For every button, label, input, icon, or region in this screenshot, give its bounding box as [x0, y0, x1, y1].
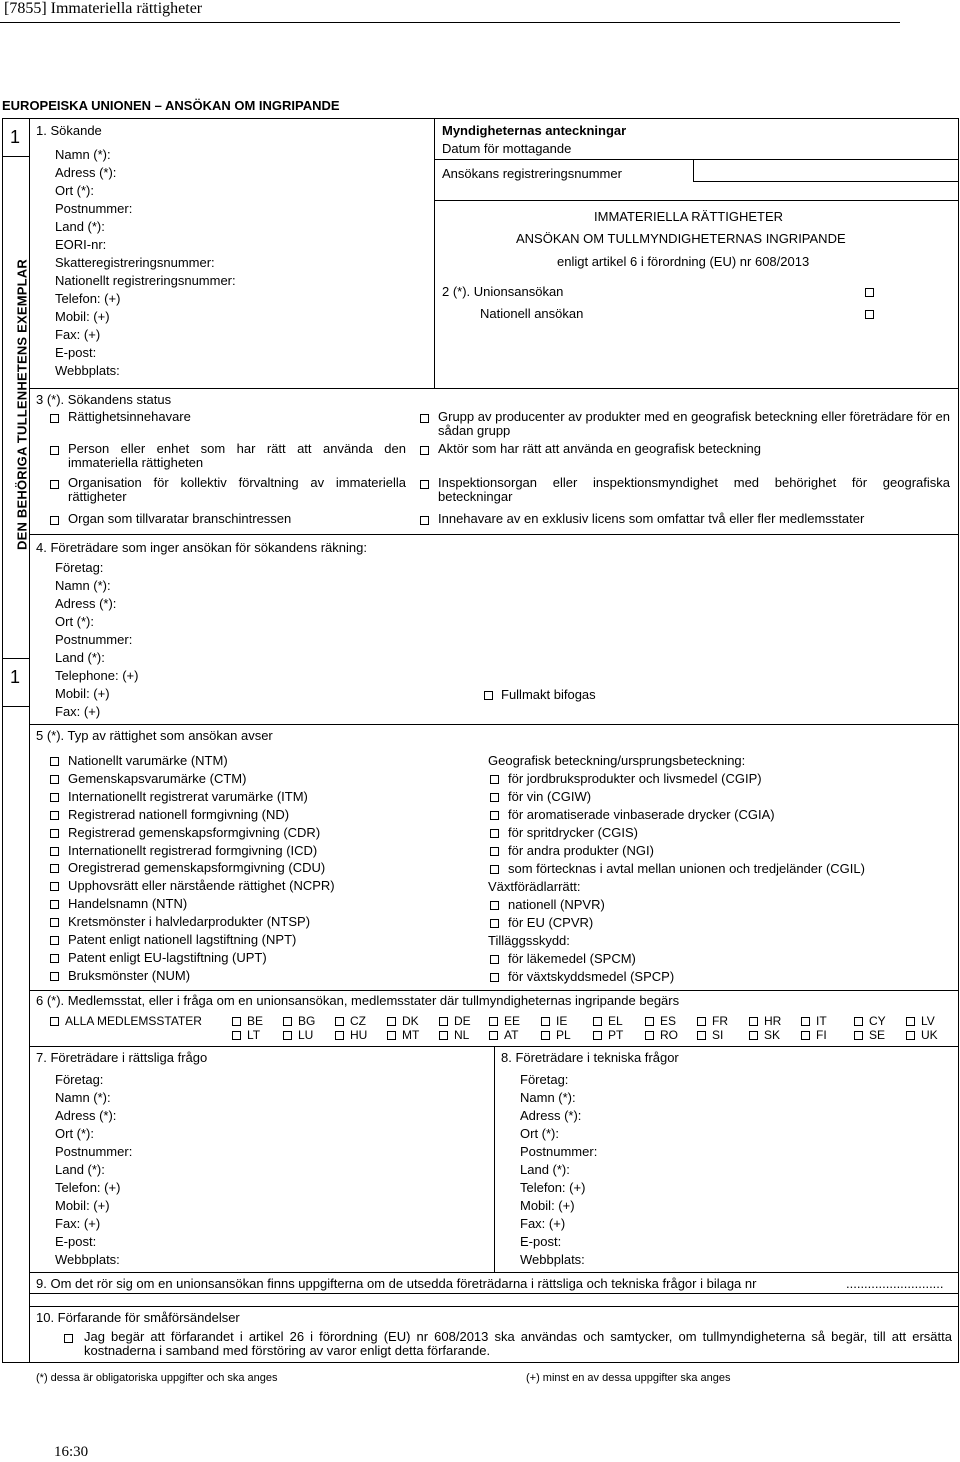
- member-state-checkbox[interactable]: [749, 1031, 758, 1040]
- member-state-option[interactable]: [232, 1014, 263, 1028]
- right-type-label: Upphovsrätt eller närstående rättighet (NCPR): [68, 878, 335, 894]
- right-type-label: Internationellt registrerad formgivning (ICD): [68, 842, 318, 858]
- member-state-code: DK: [402, 1014, 419, 1028]
- spc-label: för läkemedel (SPCM): [508, 951, 636, 966]
- field-label: Telefon: (+): [55, 1180, 121, 1195]
- right-type-label: Gemenskapsvarumärke (CTM): [68, 770, 247, 786]
- status-option-label: Grupp av producenter av produkter med en geografisk beteckning eller företrädare för en sådan grupp: [438, 409, 950, 438]
- member-state-checkbox[interactable]: [906, 1017, 915, 1026]
- reg-number-field[interactable]: [693, 159, 959, 182]
- member-state-checkbox[interactable]: [232, 1017, 241, 1026]
- field-label: Land (*):: [55, 650, 105, 665]
- member-state-checkbox[interactable]: [801, 1017, 810, 1026]
- member-state-checkbox[interactable]: [439, 1031, 448, 1040]
- section7-8-divider: [494, 1046, 495, 1272]
- status-option-label: Organisation för kollektiv förvaltning av immateriella rättigheter: [68, 475, 406, 504]
- applicant-heading: 1. Sökande: [36, 123, 102, 138]
- member-state-option[interactable]: [439, 1014, 471, 1028]
- member-state-option[interactable]: [749, 1014, 781, 1028]
- member-state-code: NL: [454, 1028, 470, 1042]
- plant-checkbox[interactable]: [490, 919, 499, 928]
- member-state-code: BE: [247, 1014, 264, 1028]
- field-label: Fax: (+): [55, 1216, 101, 1231]
- field-label: E-post:: [55, 1234, 97, 1249]
- status-checkbox[interactable]: [50, 414, 59, 423]
- field-label: Webbplats:: [55, 363, 120, 378]
- reg-number-label: Ansökans registreringsnummer: [442, 166, 622, 181]
- field-label: Postnummer:: [520, 1144, 598, 1159]
- plant-checkbox[interactable]: [490, 901, 499, 910]
- header-rule: [0, 22, 900, 23]
- field-label: Namn (*):: [55, 147, 111, 162]
- field-label: Webbplats:: [55, 1252, 120, 1267]
- geo-checkbox[interactable]: [490, 775, 499, 784]
- field-label: Postnummer:: [55, 632, 133, 647]
- member-state-code: SE: [869, 1028, 886, 1042]
- member-state-code: SK: [764, 1028, 781, 1042]
- member-state-code: RO: [660, 1028, 678, 1042]
- all-member-states[interactable]: [50, 1014, 202, 1028]
- right-type-label: Patent enligt EU-lagstiftning (UPT): [68, 949, 267, 965]
- form-main-subtitle: ANSÖKAN OM TULLMYNDIGHETERNAS INGRIPANDE: [516, 231, 846, 246]
- status-option-label: Inspektionsorgan eller inspektionsmyndighet med behörighet för geografiska beteckningar: [438, 475, 950, 504]
- right-type-checkbox[interactable]: [50, 793, 59, 802]
- member-state-option[interactable]: [801, 1014, 827, 1028]
- member-state-checkbox[interactable]: [283, 1017, 292, 1026]
- right-type-label: Internationellt registrerat varumärke (ITM): [68, 788, 308, 804]
- right-type-label: Registrerad nationell formgivning (ND): [68, 806, 290, 822]
- member-state-option[interactable]: [906, 1014, 935, 1028]
- member-state-checkbox[interactable]: [854, 1017, 863, 1026]
- section6-rule: [29, 990, 959, 991]
- member-state-code: LT: [247, 1028, 261, 1042]
- small-consignments-text: Jag begär att förfarandet i artikel 26 i förordning (EU) nr 608/2013 ska användas och samtycker, om tullmyndigheterna så begär, till att ersätta kostnaderna i samband med förstöring av varor enligt detta förfarande.: [84, 1329, 952, 1358]
- field-label: Skatteregistreringsnummer:: [55, 255, 215, 270]
- member-state-code: AT: [504, 1028, 519, 1042]
- member-state-checkbox[interactable]: [439, 1017, 448, 1026]
- geo-checkbox[interactable]: [490, 811, 499, 820]
- geo-checkbox[interactable]: [490, 829, 499, 838]
- small-consignments-checkbox[interactable]: [64, 1334, 73, 1343]
- section4-rule: [29, 534, 959, 535]
- section3-rule: [29, 388, 959, 389]
- field-label: E-post:: [520, 1234, 562, 1249]
- member-state-checkbox[interactable]: [489, 1031, 498, 1040]
- section9-rule-bottom: [29, 1293, 959, 1294]
- field-label: Telefon: (+): [520, 1180, 586, 1195]
- field-label: Namn (*):: [55, 578, 111, 593]
- spc-checkbox[interactable]: [490, 973, 499, 982]
- member-state-option[interactable]: [335, 1014, 366, 1028]
- member-state-checkbox[interactable]: [645, 1031, 654, 1040]
- member-state-code: BG: [298, 1014, 316, 1028]
- authorities-rule-2: [434, 200, 959, 201]
- copy-number-rule-bottom: [2, 658, 29, 659]
- status-checkbox[interactable]: [50, 480, 59, 489]
- field-label: Ort (*):: [55, 1126, 94, 1141]
- copy-number: 1: [10, 127, 21, 147]
- field-label: Mobil: (+): [55, 1198, 110, 1213]
- national-application-checkbox[interactable]: [865, 310, 874, 319]
- member-state-code: EL: [608, 1014, 623, 1028]
- right-type-checkbox[interactable]: [50, 847, 59, 856]
- field-label: Postnummer:: [55, 201, 133, 216]
- member-state-checkbox[interactable]: [854, 1031, 863, 1040]
- member-state-checkbox[interactable]: [593, 1031, 602, 1040]
- member-state-option[interactable]: [283, 1014, 315, 1028]
- member-state-option[interactable]: [489, 1014, 520, 1028]
- right-type-checkbox[interactable]: [50, 757, 59, 766]
- member-state-option[interactable]: [906, 1028, 938, 1042]
- field-label: Företag:: [520, 1072, 569, 1087]
- legal-rep-heading: 7. Företrädare i rättsliga frågo: [36, 1050, 208, 1065]
- field-label: Ort (*):: [520, 1126, 559, 1141]
- member-state-checkbox[interactable]: [489, 1017, 498, 1026]
- one-of-note: (+) minst en av dessa uppgifter ska anges: [526, 1372, 731, 1384]
- member-state-checkbox[interactable]: [387, 1017, 396, 1026]
- field-label: Fax: (+): [520, 1216, 566, 1231]
- member-state-code: CY: [869, 1014, 886, 1028]
- member-state-code: LU: [298, 1028, 314, 1042]
- lower-left-border: [29, 1046, 30, 1363]
- member-state-code: DE: [454, 1014, 471, 1028]
- side-label: DEN BEHÖRIGA TULLENHETENS EXEMPLAR: [14, 259, 30, 550]
- page-header-title: [7855] Immateriella rättigheter: [4, 0, 203, 17]
- member-state-option[interactable]: [387, 1014, 419, 1028]
- geo-label: som förtecknas i avtal mellan unionen och tredjeländer (CGIL): [508, 861, 865, 876]
- member-state-option[interactable]: [854, 1028, 885, 1042]
- member-state-checkbox[interactable]: [801, 1031, 810, 1040]
- status-checkbox[interactable]: [420, 516, 429, 525]
- member-state-option[interactable]: [232, 1028, 260, 1042]
- form-title: EUROPEISKA UNIONEN – ANSÖKAN OM INGRIPANDE: [2, 98, 340, 113]
- spc-label: för växtskyddsmedel (SPCP): [508, 969, 675, 984]
- power-of-attorney-label: Fullmakt bifogas: [501, 687, 596, 702]
- member-state-option[interactable]: [439, 1028, 469, 1042]
- member-state-option[interactable]: [283, 1028, 313, 1042]
- member-state-checkbox[interactable]: [697, 1031, 706, 1040]
- member-state-code: CZ: [350, 1014, 366, 1028]
- mid-left-border: [29, 706, 30, 1046]
- status-checkbox[interactable]: [50, 516, 59, 525]
- member-state-option[interactable]: [697, 1014, 728, 1028]
- member-state-code: HR: [764, 1014, 782, 1028]
- field-label: Postnummer:: [55, 1144, 133, 1159]
- power-of-attorney-checkbox[interactable]: [484, 691, 493, 700]
- field-label: Telephone: (+): [55, 668, 139, 683]
- copy-number-rule-top: [2, 156, 29, 157]
- status-option-label: Aktör som har rätt att använda en geografisk beteckning: [438, 441, 762, 456]
- small-consignments-heading: 10. Förfarande för småförsändelser: [36, 1310, 240, 1325]
- member-state-option[interactable]: [645, 1014, 676, 1028]
- member-state-code: LV: [921, 1014, 935, 1028]
- field-label: E-post:: [55, 345, 97, 360]
- field-label: Mobil: (+): [520, 1198, 575, 1213]
- field-label: Land (*):: [55, 219, 105, 234]
- national-application-label: Nationell ansökan: [480, 306, 584, 321]
- field-label: Företag:: [55, 1072, 104, 1087]
- right-type-checkbox[interactable]: [50, 972, 59, 981]
- field-label: Namn (*):: [55, 1090, 111, 1105]
- section10-rule: [29, 1306, 959, 1307]
- member-state-code: FR: [712, 1014, 728, 1028]
- geo-checkbox[interactable]: [490, 793, 499, 802]
- status-checkbox[interactable]: [50, 446, 59, 455]
- copy-column-end: [2, 706, 29, 707]
- right-type-label: Registrerad gemenskapsformgivning (CDR): [68, 824, 321, 840]
- union-application-checkbox[interactable]: [865, 288, 874, 297]
- member-state-option[interactable]: [749, 1028, 780, 1042]
- right-type-label: Oregistrerad gemenskapsformgivning (CDU): [68, 860, 326, 876]
- member-state-option[interactable]: [593, 1014, 623, 1028]
- member-state-code: ES: [660, 1014, 677, 1028]
- field-label: Ort (*):: [55, 183, 94, 198]
- right-type-checkbox[interactable]: [50, 936, 59, 945]
- field-label: Land (*):: [520, 1162, 570, 1177]
- member-state-option[interactable]: [335, 1028, 367, 1042]
- annex-number-field[interactable]: ...........................: [846, 1276, 944, 1291]
- member-state-checkbox[interactable]: [283, 1031, 292, 1040]
- member-state-option[interactable]: [541, 1014, 567, 1028]
- member-state-checkbox[interactable]: [906, 1031, 915, 1040]
- right-type-label: Handelsnamn (NTN): [68, 896, 188, 912]
- member-state-option[interactable]: [801, 1028, 827, 1042]
- field-label: Land (*):: [55, 1162, 105, 1177]
- geo-checkbox[interactable]: [490, 847, 499, 856]
- member-state-checkbox[interactable]: [697, 1017, 706, 1026]
- field-label: Fax: (+): [55, 327, 101, 342]
- member-state-option[interactable]: [387, 1028, 419, 1042]
- right-type-checkbox[interactable]: [50, 829, 59, 838]
- right-type-checkbox[interactable]: [50, 811, 59, 820]
- status-option-label: Innehavare av en exklusiv licens som omfattar två eller fler medlemsstater: [438, 511, 865, 526]
- union-application-label: 2 (*). Unionsansökan: [442, 284, 564, 299]
- right-type-checkbox[interactable]: [50, 775, 59, 784]
- member-state-checkbox[interactable]: [335, 1031, 344, 1040]
- member-state-option[interactable]: [489, 1028, 518, 1042]
- field-label: Adress (*):: [55, 165, 117, 180]
- form-main-title: IMMATERIELLA RÄTTIGHETER: [594, 209, 784, 224]
- all-member-states-checkbox[interactable]: [50, 1017, 59, 1026]
- member-state-code: MT: [402, 1028, 420, 1042]
- member-state-checkbox[interactable]: [749, 1017, 758, 1026]
- field-label: Företag:: [55, 560, 104, 575]
- member-state-checkbox[interactable]: [593, 1017, 602, 1026]
- right-type-label: Nationellt varumärke (NTM): [68, 753, 228, 768]
- member-states-heading: 6 (*). Medlemsstat, eller i fråga om en unionsansökan, medlemsstater där tullmyndigheternas ingripande begärs: [36, 993, 680, 1008]
- field-label: Adress (*):: [55, 1108, 117, 1123]
- member-state-code: HU: [350, 1028, 368, 1042]
- geo-checkbox[interactable]: [490, 865, 499, 874]
- member-state-option[interactable]: [593, 1028, 623, 1042]
- copy-number: 1: [10, 667, 21, 687]
- right-type-label: Bruksmönster (NUM): [68, 967, 191, 983]
- member-state-code: PL: [556, 1028, 571, 1042]
- member-state-option[interactable]: [697, 1028, 723, 1042]
- field-label: Nationellt registreringsnummer:: [55, 273, 236, 288]
- member-state-code: IT: [816, 1014, 827, 1028]
- field-label: Namn (*):: [520, 1090, 576, 1105]
- member-state-code: IE: [556, 1014, 568, 1028]
- member-state-checkbox[interactable]: [387, 1031, 396, 1040]
- tech-rep-heading: 8. Företrädare i tekniska frågor: [501, 1050, 679, 1065]
- geo-label: för spritdrycker (CGIS): [508, 825, 639, 840]
- member-state-code: EE: [504, 1014, 521, 1028]
- status-checkbox[interactable]: [420, 414, 429, 423]
- field-label: Telefon: (+): [55, 291, 121, 306]
- status-option-label: Organ som tillvaratar branschintressen: [68, 511, 292, 526]
- section5-rule: [29, 724, 959, 725]
- annex-reference: 9. Om det rör sig om en unionsansökan finns uppgifterna om de utsedda företrädarna i rättsliga och tekniska frågor i bilaga nr: [36, 1276, 757, 1291]
- page-number: 16:30: [54, 1444, 89, 1460]
- authorities-heading: Myndigheternas anteckningar: [442, 123, 627, 138]
- status-checkbox[interactable]: [420, 480, 429, 489]
- field-label: Webbplats:: [520, 1252, 585, 1267]
- field-label: EORI-nr:: [55, 237, 107, 252]
- field-label: Fax: (+): [55, 704, 101, 719]
- status-option-label: Rättighetsinnehavare: [68, 409, 191, 424]
- geo-label: för vin (CGIW): [508, 789, 592, 804]
- member-state-code: FI: [816, 1028, 827, 1042]
- mandatory-note: (*) dessa är obligatoriska uppgifter och ska anges: [36, 1372, 278, 1384]
- member-state-code: UK: [921, 1028, 938, 1042]
- member-state-checkbox[interactable]: [232, 1031, 241, 1040]
- all-member-states-label: ALLA MEDLEMSSTATER: [65, 1014, 202, 1028]
- right-type-checkbox[interactable]: [50, 882, 59, 891]
- right-type-label: Patent enligt nationell lagstiftning (NPT): [68, 932, 297, 947]
- field-label: Adress (*):: [520, 1108, 582, 1123]
- status-heading: 3 (*). Sökandens status: [36, 392, 172, 407]
- field-label: Mobil: (+): [55, 309, 110, 324]
- field-label: Adress (*):: [55, 596, 117, 611]
- member-state-checkbox[interactable]: [541, 1031, 550, 1040]
- member-state-option[interactable]: [645, 1028, 678, 1042]
- geo-label: för jordbruksprodukter och livsmedel (CGIP): [508, 771, 762, 786]
- member-state-option[interactable]: [854, 1014, 886, 1028]
- right-type-checkbox[interactable]: [50, 864, 59, 873]
- status-checkbox[interactable]: [420, 446, 429, 455]
- geo-label: för andra produkter (NGI): [508, 843, 654, 858]
- member-state-checkbox[interactable]: [335, 1017, 344, 1026]
- plant-label: för EU (CPVR): [508, 915, 594, 930]
- field-label: Mobil: (+): [55, 686, 110, 701]
- field-label: Ort (*):: [55, 614, 94, 629]
- geo-heading: Geografisk beteckning/ursprungsbeteckning:: [488, 753, 746, 768]
- member-state-checkbox[interactable]: [645, 1017, 654, 1026]
- right-type-checkbox[interactable]: [50, 918, 59, 927]
- plant-label: nationell (NPVR): [508, 897, 605, 912]
- geo-label: för aromatiserade vinbaserade drycker (CGIA): [508, 807, 775, 822]
- right-type-checkbox[interactable]: [50, 900, 59, 909]
- representative-heading: 4. Företrädare som inger ansökan för sökandens räkning:: [36, 540, 367, 555]
- right-type-label: Kretsmönster i halvledarprodukter (NTSP): [68, 914, 311, 930]
- spc-heading: Tilläggsskydd:: [488, 933, 570, 948]
- member-state-code: SI: [712, 1028, 724, 1042]
- right-type-heading: 5 (*). Typ av rättighet som ansökan avser: [36, 728, 273, 743]
- member-state-code: PT: [608, 1028, 624, 1042]
- date-received-label: Datum för mottagande: [442, 141, 572, 156]
- plant-heading: Växtförädlarrätt:: [488, 879, 581, 894]
- right-type-checkbox[interactable]: [50, 954, 59, 963]
- legal-basis: enligt artikel 6 i förordning (EU) nr 608/2013: [557, 254, 810, 269]
- spc-checkbox[interactable]: [490, 955, 499, 964]
- status-option-label: Person eller enhet som har rätt att använda den immateriella rättigheten: [68, 441, 406, 470]
- section9-rule: [29, 1272, 959, 1273]
- member-state-checkbox[interactable]: [541, 1017, 550, 1026]
- member-state-option[interactable]: [541, 1028, 571, 1042]
